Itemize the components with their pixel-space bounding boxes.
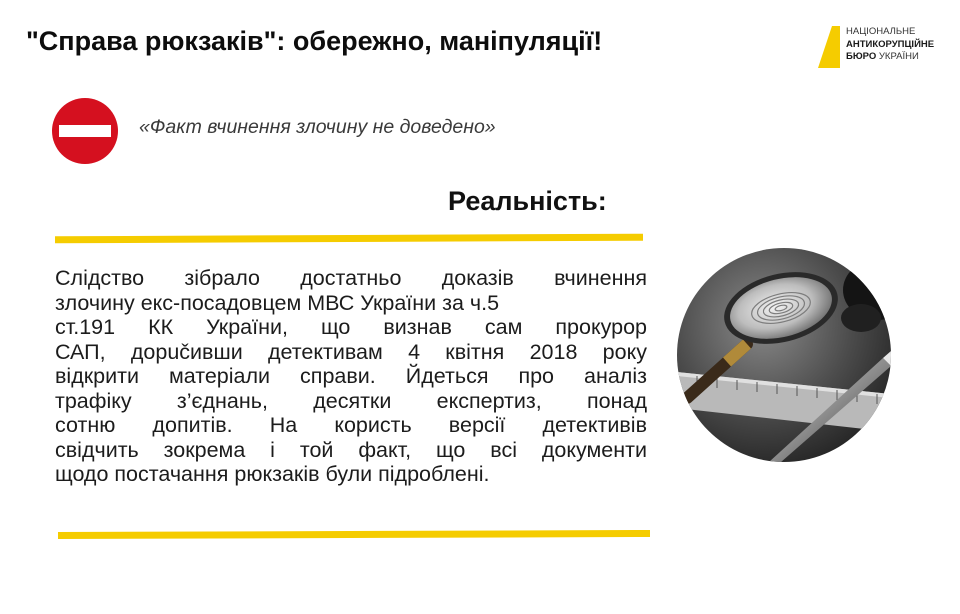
body-line: сотню допитів. На користь версії детективів <box>55 413 647 437</box>
yellow-divider-bottom <box>58 530 650 539</box>
body-line: ст.191 КК України, що визнав сам прокурор <box>55 315 647 339</box>
nabu-logo <box>818 22 946 72</box>
logo-line-2: АНТИКОРУПЦІЙНЕ <box>846 38 935 50</box>
logo-line-1: НАЦІОНАЛЬНЕ <box>846 26 916 37</box>
body-line: трафіку з’єднань, десятки експертиз, понад <box>55 388 647 413</box>
body-line: Слідство зібрало достатньо доказів вчинення <box>55 266 647 290</box>
body-line: САП, дорučивши детективам 4 квітня 2018 року <box>55 339 647 364</box>
logo-text <box>846 26 934 64</box>
body-line: відкрити матеріали справи. Йдеться про аналіз <box>55 364 647 388</box>
no-entry-icon <box>52 98 118 164</box>
yellow-divider-top <box>55 234 643 244</box>
slide-title: "Справа рюкзаків": обережно, маніпуляції! <box>26 26 603 56</box>
manipulation-quote: «Факт вчинення злочину не доведено» <box>139 116 496 138</box>
body-line: злочину екс-посадовцем МВС України за ч.5 <box>55 290 500 315</box>
magnifying-glass-icon <box>677 248 891 462</box>
body-line: свідчить зокрема і той факт, що всі документи <box>55 437 647 462</box>
reality-body-text <box>55 266 647 487</box>
reality-heading: Реальність: <box>448 186 607 216</box>
body-line: щодо постачання рюкзаків були підроблені. <box>55 462 490 486</box>
magnifying-glass-photo <box>677 248 891 462</box>
nabu-logo-mark-icon <box>818 26 844 68</box>
logo-line-3: БЮРО УКРАЇНИ <box>846 51 919 62</box>
